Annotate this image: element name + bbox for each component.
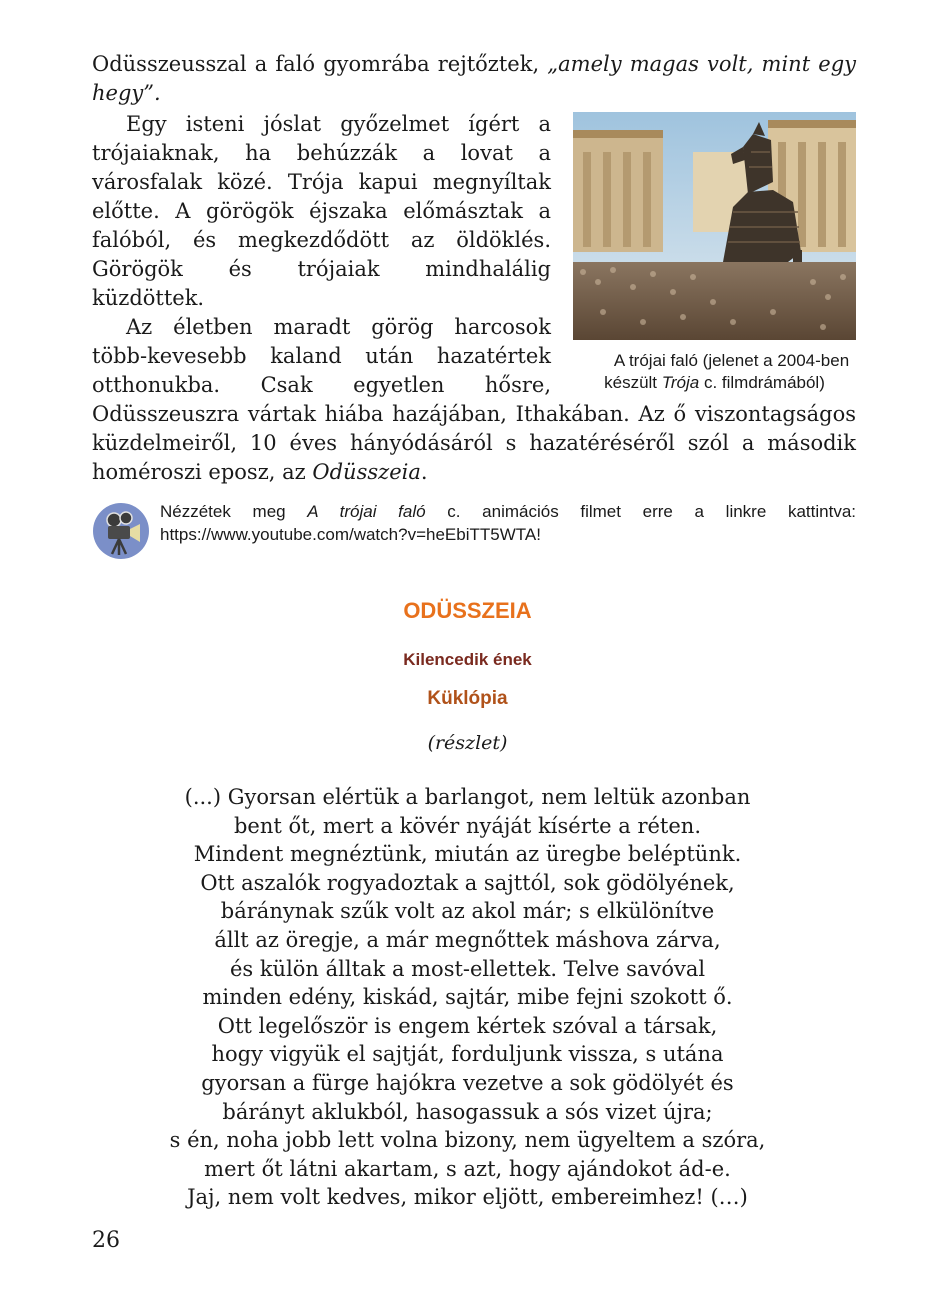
- excerpt-label: (részlet): [427, 732, 508, 754]
- song-subtitle: Kilencedik ének: [403, 650, 532, 669]
- poem-line: gyorsan a fürge hajókra vezetve a sok gödölyét és: [201, 1070, 734, 1095]
- poem-line: báránynak szűk volt az akol már; s elkülönítve: [220, 899, 715, 924]
- poem-line: mert őt látni akartam, s azt, hogy ajándokot ád-e.: [204, 1156, 731, 1181]
- poem-line: Jaj, nem volt kedves, mikor eljött, embereimhez! (…): [187, 1185, 748, 1210]
- intro-paragraph-2: A trójai faló (jelenet a 2004-ben készült Trója c. filmdrámából) Egy isteni jóslat győzelmet ígért a trójaiaknak, ha behúzzák a lovat a városfalak közé. Trója kapui megnyíltak előtte. A görögök éjszaka előmásztak a falóból, és megkezdődött az öldöklés. Görögök és trójaiak mindhalálig küzdöttek.: [92, 110, 856, 313]
- poem-line: állt az öregje, a már megnőttek máshova zárva,: [214, 927, 721, 952]
- poem-line: s én, noha jobb lett volna bizony, nem ügyeltem a szóra,: [169, 1128, 766, 1153]
- poem-excerpt: [0, 783, 935, 1212]
- intro-paragraph-1: Odüsszeusszal a faló gyomrába rejtőztek, „amely magas volt, mint egy hegy”.: [92, 52, 857, 105]
- chapter-subtitle: Küklópia: [427, 688, 508, 709]
- poem-line: és külön álltak a most-ellettek. Telve savóval: [229, 956, 706, 981]
- film-camera-icon: [92, 502, 150, 560]
- page-number: 26: [92, 1228, 120, 1253]
- intro-text: [92, 50, 856, 487]
- poem-line: minden edény, kiskád, sajtár, mibe fejni szokott ő.: [202, 985, 733, 1010]
- poem-line: bent őt, mert a kövér nyáját kísérte a réten.: [233, 813, 701, 838]
- poem-line: Mindent megnéztünk, miután az üregbe beléptünk.: [193, 842, 742, 867]
- trojan-horse-photo: [573, 112, 856, 340]
- tip-text: Nézzétek meg A trójai faló c. animációs filmet erre a linkre kattintva: https://www.youtube.com/watch?v=heEbiTT5WTA!: [160, 502, 856, 544]
- figure-caption: A trójai faló (jelenet a 2004-ben készült Trója c. filmdrámából): [604, 351, 850, 392]
- video-tip: [92, 500, 856, 560]
- poem-title: ODÜSSZEIA: [403, 598, 532, 623]
- poem-line: Ott legelőször is engem kértek szóval a társak,: [217, 1013, 718, 1038]
- poem-line: Ott aszalók rogyadoztak a sajttól, sok gödölyének,: [200, 870, 735, 895]
- poem-line: bárányt aklukból, hasogassuk a sós vizet újra;: [222, 1099, 713, 1124]
- intro-paragraph-3: Az életben maradt görög harcosok több-kevesebb kaland után hazatértek otthonukba. Csak egyetlen hősre, Odüsszeuszra vártak hiába hazájában, Ithakában. Az ő viszontagságos küzdelmeiről, 10 éves hányódásáról s hazatéréséről szól a második homéroszi eposz, az Odüsszeia.: [92, 315, 856, 484]
- trojan-horse-figure: [573, 112, 856, 394]
- poem-line: (...) Gyorsan elértük a barlangot, nem leltük azonban: [184, 785, 751, 809]
- poem-line: hogy vigyük el sajtját, forduljunk vissza, s utána: [211, 1042, 724, 1067]
